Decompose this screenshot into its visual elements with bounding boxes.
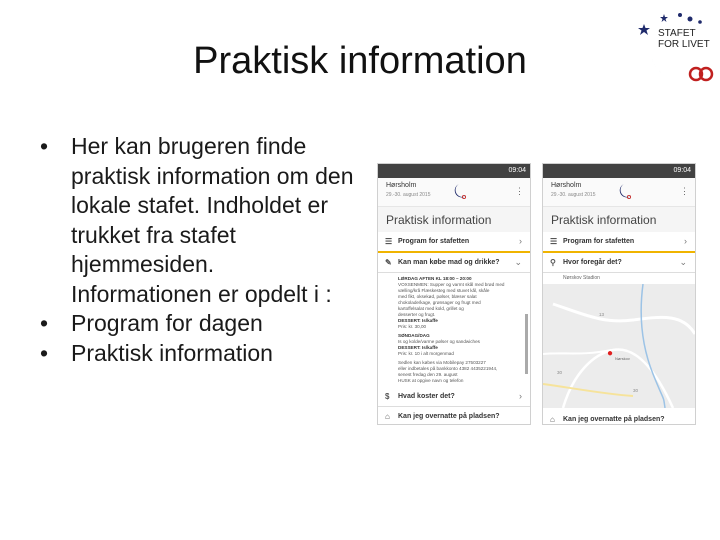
- detail-line: kartoffelsalat med kold, grillet og: [398, 306, 464, 311]
- row-label: Kan man købe mad og drikke?: [398, 259, 500, 266]
- bullet-item: • Her kan brugeren finde praktisk information om den lokale stafet. Indholdet er trukket fra stafet hjemmesiden. Informationen er opdelt i :: [40, 132, 360, 309]
- chevron-right-icon: ›: [519, 236, 522, 246]
- app-logo-icon: [452, 182, 468, 200]
- detail-line: eller indbetales på bankkonto 4382 4435221944,: [398, 366, 498, 371]
- food-icon: ✎: [385, 258, 392, 267]
- row-label: Program for stafetten: [563, 238, 635, 245]
- location-icon: ⚲: [550, 258, 556, 267]
- bullet-item: • Praktisk information: [40, 339, 360, 369]
- header-location: Hørsholm: [386, 182, 417, 189]
- chevron-down-icon: ⌄: [679, 257, 687, 267]
- detail-line: VOXSENMEN: Supper og varmt skål med brød med: [398, 282, 505, 287]
- map-pin-icon[interactable]: ●: [607, 348, 614, 359]
- detail-line: med fikt, oksekød, pølser, blæser salat: [398, 294, 477, 299]
- detail-line: DESSERT: Is/kaffe: [398, 345, 438, 350]
- row-label: Hvad koster det?: [398, 393, 455, 400]
- map-number: 30: [633, 388, 639, 393]
- bullet-item: • Program for dagen: [40, 309, 360, 339]
- food-details: [378, 273, 530, 387]
- detail-line: vælling/krå Flæskesteg med stuvet kål, skåle: [398, 288, 490, 293]
- map-view[interactable]: [543, 284, 695, 408]
- header-date: 29.-30. august 2015: [386, 192, 431, 198]
- map-pin-label: Nørskov: [615, 356, 630, 361]
- bullet-list: [40, 132, 360, 368]
- section-title: Praktisk information: [543, 207, 695, 232]
- status-bar: [543, 164, 695, 178]
- map-roads-icon: [543, 284, 695, 408]
- logo-line2: FOR LIVET: [658, 39, 710, 50]
- chevron-down-icon: ⌄: [514, 257, 522, 267]
- program-icon: ☰: [550, 237, 558, 246]
- stafet-for-livet-logo: [636, 6, 714, 88]
- chevron-right-icon: ›: [519, 391, 522, 401]
- phone-screenshot-location: [542, 163, 696, 425]
- row-label: Kan jeg overnatte på pladsen?: [398, 413, 500, 420]
- row-overnight[interactable]: [543, 410, 695, 425]
- chevron-right-icon: ›: [684, 236, 687, 246]
- status-time: 09:04: [673, 167, 691, 174]
- section-title: Praktisk information: [378, 207, 530, 232]
- slide-title: Praktisk information: [193, 40, 527, 82]
- detail-line: Is og kolde/varme pølser og sandwiches: [398, 339, 480, 344]
- header-date: 29.-30. august 2015: [551, 192, 596, 198]
- app-header: [543, 178, 695, 207]
- detail-line: chokolade/kage, grønsager og frugt med: [398, 300, 481, 305]
- row-label: Kan jeg overnatte på pladsen?: [563, 416, 665, 423]
- row-cost[interactable]: [378, 387, 530, 407]
- row-food[interactable]: [378, 253, 530, 273]
- status-time: 09:04: [508, 167, 526, 174]
- detail-line: desserter og frugt.: [398, 312, 436, 317]
- map-number: 13: [599, 312, 605, 317]
- detail-line: LØRDAG AFTEN KL 18:00 – 20:00: [398, 276, 472, 281]
- place-name: Nørskov Stadion: [563, 275, 600, 281]
- share-icon[interactable]: ⋮: [680, 186, 689, 196]
- app-header: [378, 178, 530, 207]
- row-label: Hvor foregår det?: [563, 259, 622, 266]
- detail-line: Pris: kr. 10 i alt morgenmad: [398, 351, 454, 356]
- row-label: Program for stafetten: [398, 238, 470, 245]
- detail-line: Sedlen kan købes via Mobilepay 27503227: [398, 360, 486, 365]
- scrollbar[interactable]: [525, 314, 528, 374]
- map-number: 30: [557, 370, 563, 375]
- detail-line: HUSK at opgive navn og telefon: [398, 378, 464, 383]
- row-where[interactable]: [543, 253, 695, 273]
- program-icon: ☰: [385, 237, 393, 246]
- row-overnight[interactable]: [378, 407, 530, 425]
- tent-icon: ⌂: [550, 415, 555, 424]
- row-program[interactable]: [378, 232, 530, 253]
- header-location: Hørsholm: [551, 182, 582, 189]
- row-program[interactable]: [543, 232, 695, 253]
- status-bar: [378, 164, 530, 178]
- detail-line: senest fredag den 29. august: [398, 372, 458, 377]
- detail-line: Pris: kr. 30,00: [398, 324, 427, 329]
- detail-line: DESSERT: Is/kaffe: [398, 318, 438, 323]
- tent-icon: ⌂: [385, 412, 390, 421]
- phone-screenshot-food: [377, 163, 531, 425]
- app-logo-icon: [617, 182, 633, 200]
- share-icon[interactable]: ⋮: [515, 186, 524, 196]
- detail-line: SØNDAG/DAG: [398, 333, 430, 338]
- cost-icon: $: [385, 392, 390, 401]
- logo-line1: STAFET: [658, 28, 696, 39]
